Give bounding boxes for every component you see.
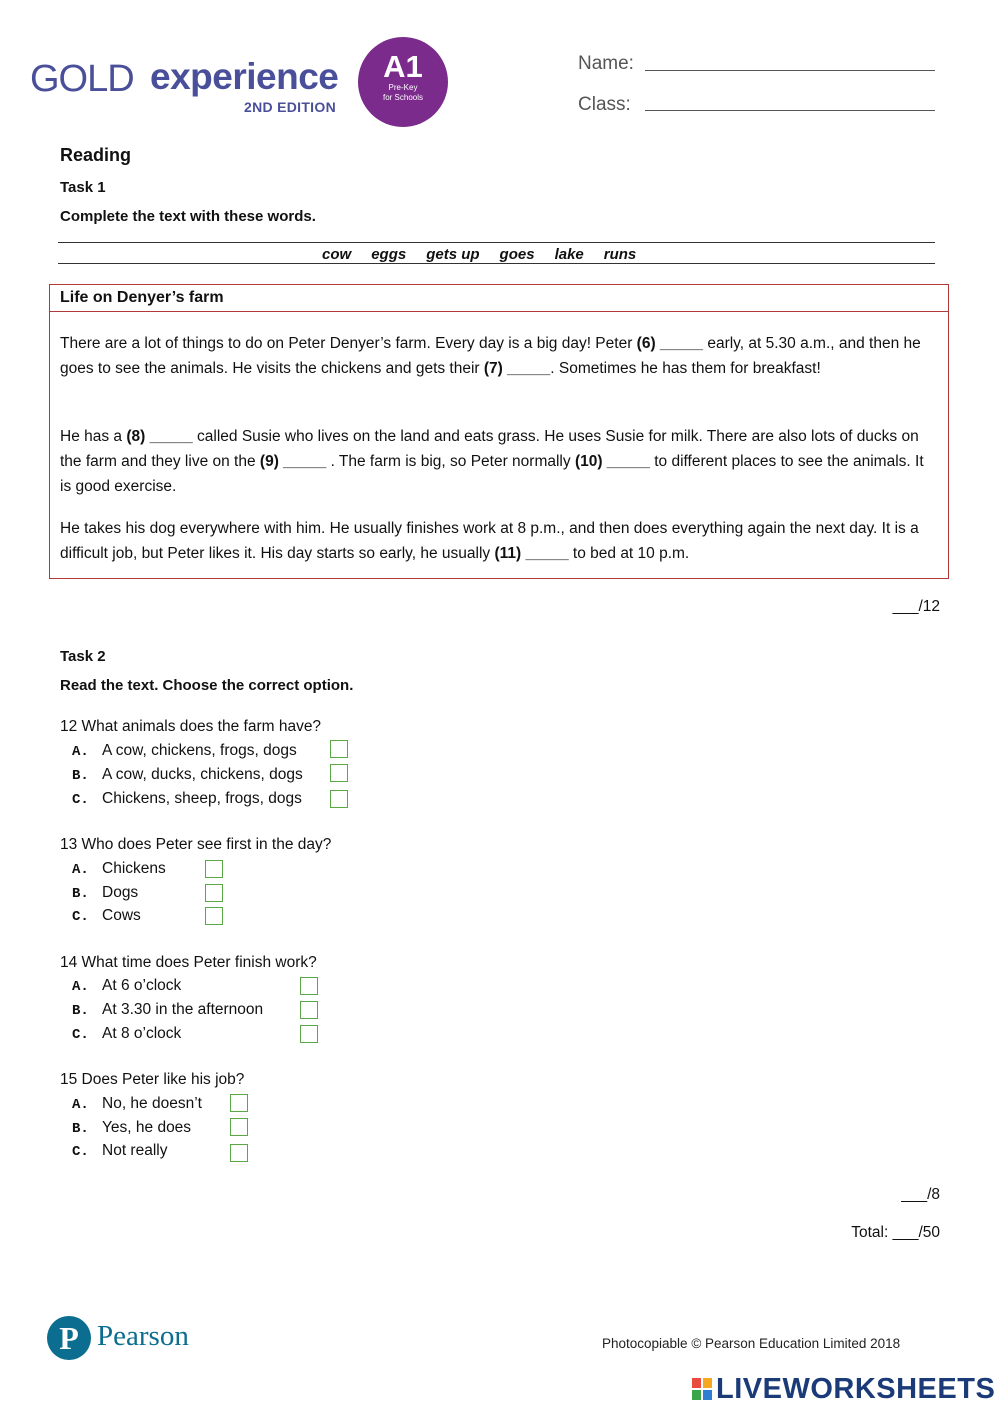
option-text: At 8 o’clock <box>102 1025 182 1042</box>
name-label: Name: <box>578 53 634 74</box>
paragraph-2 <box>50 424 948 499</box>
pearson-logo-icon: P <box>47 1316 91 1360</box>
option-text: A cow, ducks, chickens, dogs <box>102 766 303 783</box>
gap-7[interactable]: (7) _____ <box>483 360 551 377</box>
option-letter: B. <box>72 768 89 784</box>
q13-a-checkbox[interactable] <box>205 860 223 878</box>
word-item: runs <box>603 246 637 263</box>
option-letter: B. <box>72 1121 89 1137</box>
gap-8[interactable]: (8) _____ <box>126 428 193 445</box>
question-14: 14 What time does Peter finish work? <box>60 954 317 971</box>
question-12: 12 What animals does the farm have? <box>60 718 322 735</box>
word-box-top-rule <box>58 242 935 243</box>
text-run: called Susie who lives on the land and eats grass. He uses Susie for milk. There are also lots of ducks on the farm and they live on the <box>60 428 919 470</box>
task1-instruction: Complete the text with these words. <box>60 208 316 225</box>
text-run: He has a <box>60 428 127 445</box>
option-letter: B. <box>72 886 89 902</box>
text-run: There are a lot of things to do on Peter Denyer’s farm. Every day is a big day! Peter <box>60 335 637 352</box>
word-item: cow <box>322 246 352 263</box>
option-letter: C. <box>72 909 89 925</box>
section-title: Reading <box>60 145 132 165</box>
text-run: . The farm is big, so Peter normally <box>326 453 575 470</box>
class-label: Class: <box>578 94 631 115</box>
word-item: lake <box>554 246 584 263</box>
text-run: to different places to see the animals. It is good exercise. <box>60 453 924 495</box>
q15-c-checkbox[interactable] <box>230 1144 248 1162</box>
reading-text-title: Life on Denyer’s farm <box>50 285 948 312</box>
option-text: No, he doesn’t <box>102 1095 202 1112</box>
option-letter: A. <box>72 744 89 760</box>
logo-experience: experience <box>150 56 339 97</box>
total-score: Total: ___/50 <box>851 1224 940 1241</box>
q13-option-b <box>72 884 138 902</box>
q15-b-checkbox[interactable] <box>230 1118 248 1136</box>
option-letter: B. <box>72 1003 89 1019</box>
gap-9[interactable]: (9) _____ <box>259 453 327 470</box>
task1-score: ___/12 <box>892 598 940 615</box>
option-text: At 3.30 in the afternoon <box>102 1001 264 1018</box>
task2-score: ___/8 <box>901 1186 940 1203</box>
gap-11[interactable]: (11) _____ <box>494 545 569 562</box>
liveworksheets-logo: LIVEWORKSHEETS <box>716 1373 996 1405</box>
question-15: 15 Does Peter like his job? <box>60 1071 245 1088</box>
copyright-notice: Photocopiable © Pearson Education Limited 2018 <box>602 1336 901 1351</box>
task2-instruction: Read the text. Choose the correct option. <box>60 677 354 694</box>
option-text: Chickens, sheep, frogs, dogs <box>102 790 302 807</box>
option-letter: A. <box>72 1097 89 1113</box>
word-item: eggs <box>371 246 407 263</box>
q14-b-checkbox[interactable] <box>300 1001 318 1019</box>
q13-b-checkbox[interactable] <box>205 884 223 902</box>
option-letter: C. <box>72 1027 89 1043</box>
option-text: Yes, he does <box>102 1119 192 1136</box>
option-text: Dogs <box>102 884 139 901</box>
text-run: to bed at 10 p.m. <box>568 545 690 562</box>
text-run: early, at 5.30 a.m., and then he goes to see the animals. He visits the chickens and gets their <box>60 335 921 377</box>
option-letter: A. <box>72 979 89 995</box>
q14-option-a <box>72 977 181 995</box>
task1-title: Task 1 <box>60 179 106 196</box>
word-box-bottom-rule <box>58 263 935 264</box>
option-text: At 6 o’clock <box>102 977 182 994</box>
name-line[interactable] <box>645 70 935 71</box>
pearson-logo-text: Pearson <box>97 1320 189 1352</box>
q13-option-a <box>72 860 166 878</box>
q13-option-c <box>72 907 141 925</box>
logo-gold: GOLD <box>30 58 134 100</box>
class-line[interactable] <box>645 110 935 111</box>
option-text: Chickens <box>102 860 166 877</box>
q15-a-checkbox[interactable] <box>230 1094 248 1112</box>
q12-option-c <box>72 790 302 808</box>
option-letter: A. <box>72 862 89 878</box>
word-item: gets up <box>426 246 480 263</box>
badge-level: A1 <box>383 49 423 84</box>
logo-edition: 2ND EDITION <box>244 99 336 115</box>
word-box <box>322 246 656 263</box>
q12-option-b <box>72 766 303 784</box>
q14-option-c <box>72 1025 181 1043</box>
q14-a-checkbox[interactable] <box>300 977 318 995</box>
liveworksheets-icon <box>692 1378 712 1400</box>
q12-b-checkbox[interactable] <box>330 764 348 782</box>
option-letter: C. <box>72 1144 89 1160</box>
gap-10[interactable]: (10) _____ <box>574 453 650 470</box>
q14-c-checkbox[interactable] <box>300 1025 318 1043</box>
q15-option-b <box>72 1119 191 1137</box>
q15-option-c <box>72 1142 167 1160</box>
q12-c-checkbox[interactable] <box>330 790 348 808</box>
question-13: 13 Who does Peter see first in the day? <box>60 836 332 853</box>
text-run: He takes his dog everywhere with him. He usually finishes work at 8 p.m., and then does everything again the next day. It is a difficult job, but Peter likes it. His day starts so early, he usually <box>60 520 919 562</box>
text-run: . Sometimes he has them for breakfast! <box>550 360 821 377</box>
reading-text-box <box>49 284 949 579</box>
q13-c-checkbox[interactable] <box>205 907 223 925</box>
q15-option-a <box>72 1095 202 1113</box>
task2-title: Task 2 <box>60 648 106 665</box>
word-item: goes <box>499 246 535 263</box>
q14-option-b <box>72 1001 263 1019</box>
option-text: Not really <box>102 1142 168 1159</box>
badge-sub-2: for Schools <box>382 93 424 102</box>
paragraph-1 <box>50 331 948 381</box>
q12-a-checkbox[interactable] <box>330 740 348 758</box>
level-badge <box>358 37 448 127</box>
gap-6[interactable]: (6) _____ <box>636 335 704 352</box>
option-letter: C. <box>72 792 89 808</box>
q12-option-a <box>72 742 297 760</box>
option-text: A cow, chickens, frogs, dogs <box>102 742 297 759</box>
paragraph-3 <box>50 516 948 566</box>
option-text: Cows <box>102 907 141 924</box>
badge-sub-1: Pre-Key <box>388 83 418 92</box>
